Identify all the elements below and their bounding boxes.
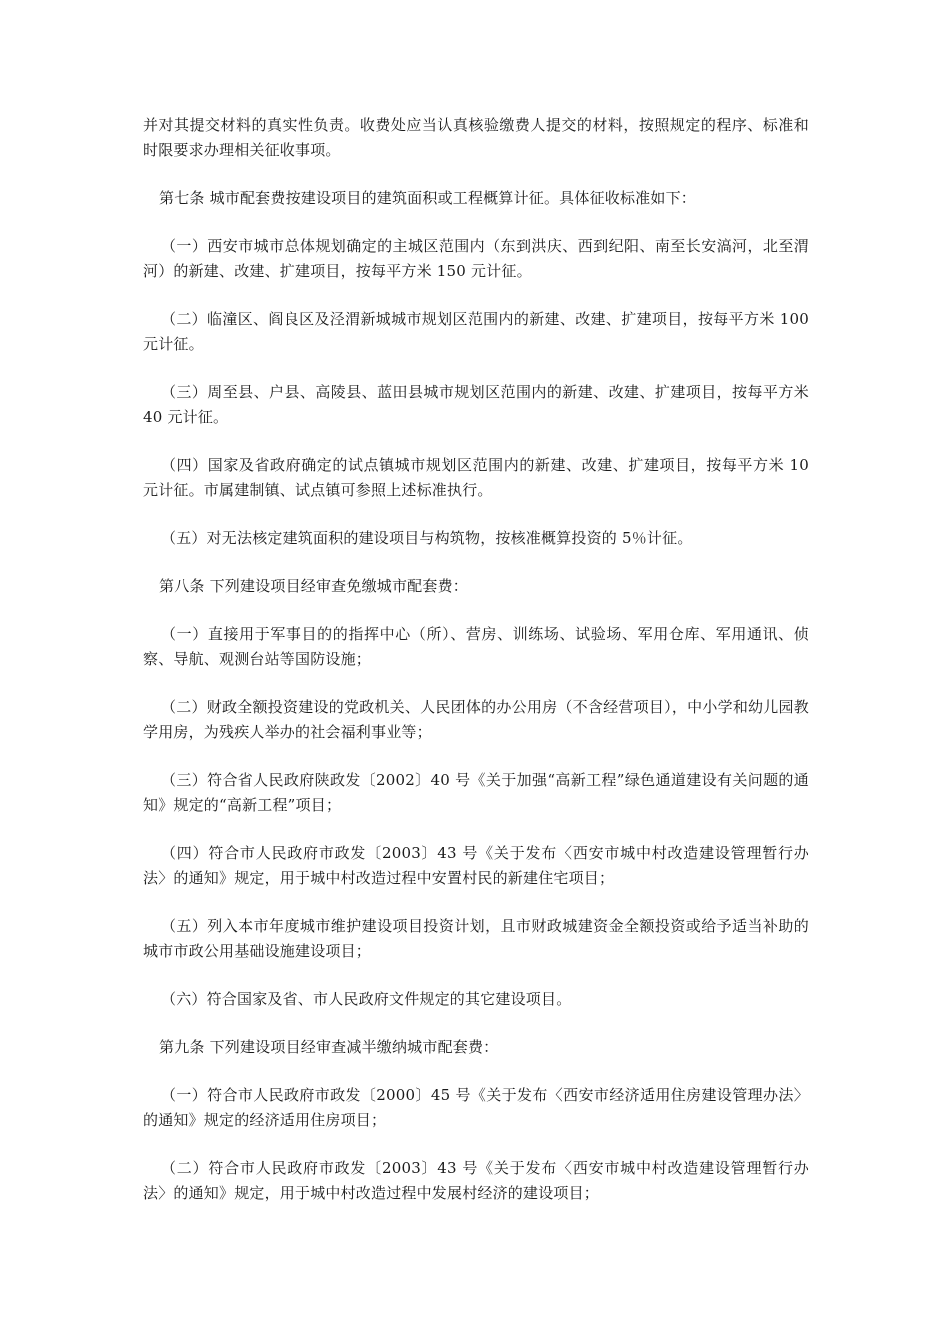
article-8-heading: 第八条 下列建设项目经审查免缴城市配套费： — [159, 577, 468, 595]
article-8-item-2: （二）财政全额投资建设的党政机关、人民团体的办公用房（不含经营项目），中小学和幼儿园教学用房，为残疾人举办的社会福利事业等； — [143, 698, 809, 741]
article-9-item-2: （二）符合市人民政府市政发〔2003〕43 号《关于发布〈西安市城中村改造建设管理暂行办法〉的通知》规定，用于城中村改造过程中发展村经济的建设项目； — [143, 1159, 809, 1202]
article-7-item-2: （二）临潼区、阎良区及泾渭新城城市规划区范围内的新建、改建、扩建项目，按每平方米 100 元计征。 — [143, 310, 809, 353]
article-7-item-5: （五）对无法核定建筑面积的建设项目与构筑物，按核准概算投资的 5％计征。 — [161, 529, 693, 547]
article-7-heading: 第七条 城市配套费按建设项目的建筑面积或工程概算计征。具体征收标准如下： — [159, 189, 696, 207]
article-8-item-1: （一）直接用于军事目的的指挥中心（所）、营房、训练场、试验场、军用仓库、军用通讯、侦察、导航、观测台站等国防设施； — [143, 625, 809, 668]
paragraph-continuation: 并对其提交材料的真实性负责。收费处应当认真核验缴费人提交的材料，按照规定的程序、标准和时限要求办理相关征收事项。 — [143, 116, 809, 159]
article-7-item-1: （一）西安市城市总体规划确定的主城区范围内（东到洪庆、西到纪阳、南至长安滈河，北至渭河）的新建、改建、扩建项目，按每平方米 150 元计征。 — [143, 237, 809, 280]
article-8-item-6: （六）符合国家及省、市人民政府文件规定的其它建设项目。 — [161, 990, 572, 1008]
document-body — [143, 113, 809, 1229]
article-8-item-4: （四）符合市人民政府市政发〔2003〕43 号《关于发布〈西安市城中村改造建设管理暂行办法〉的通知》规定，用于城中村改造过程中安置村民的新建住宅项目； — [143, 844, 809, 887]
article-9-item-1: （一）符合市人民政府市政发〔2000〕45 号《关于发布〈西安市经济适用住房建设管理办法〉的通知》规定的经济适用住房项目； — [143, 1086, 809, 1129]
article-7-item-4: （四）国家及省政府确定的试点镇城市规划区范围内的新建、改建、扩建项目，按每平方米 10 元计征。市属建制镇、试点镇可参照上述标准执行。 — [143, 456, 809, 499]
article-9-heading: 第九条 下列建设项目经审查减半缴纳城市配套费： — [159, 1038, 499, 1056]
article-8-item-5: （五）列入本市年度城市维护建设项目投资计划，且市财政城建资金全额投资或给予适当补助的城市市政公用基础设施建设项目； — [143, 917, 809, 960]
article-8-item-3: （三）符合省人民政府陕政发〔2002〕40 号《关于加强“高新工程”绿色通道建设有关问题的通知》规定的“高新工程”项目； — [143, 771, 809, 814]
article-7-item-3: （三）周至县、户县、高陵县、蓝田县城市规划区范围内的新建、改建、扩建项目，按每平方米 40 元计征。 — [143, 383, 809, 426]
